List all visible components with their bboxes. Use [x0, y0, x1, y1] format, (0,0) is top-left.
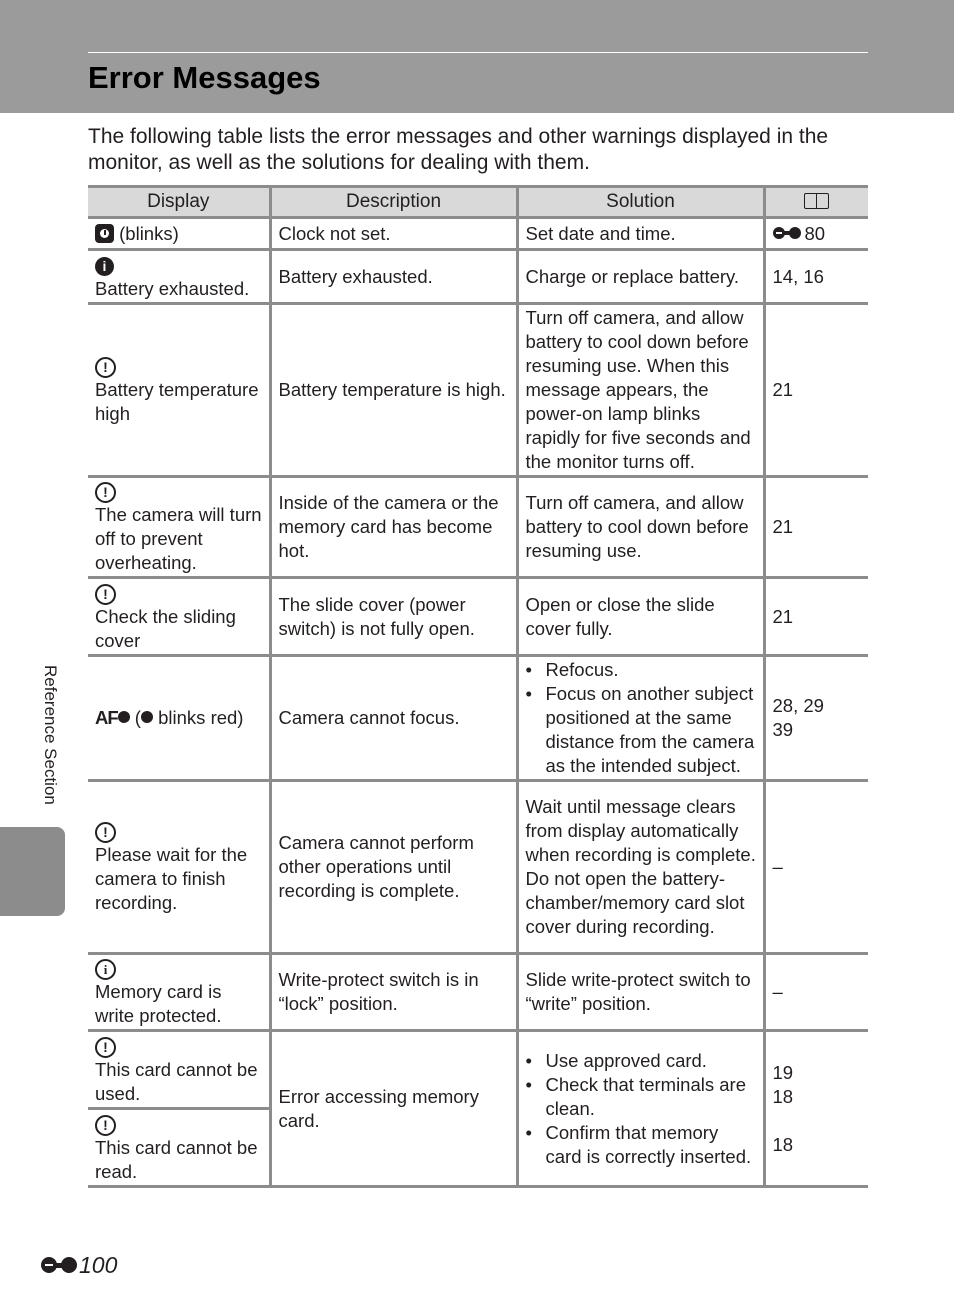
- reference-cell: 21: [764, 477, 868, 578]
- reference-section-icon: [773, 227, 801, 240]
- display-cell: [88, 578, 270, 656]
- section-tab: [0, 827, 65, 916]
- table-row: [88, 1031, 868, 1109]
- description-cell: Battery temperature is high.: [270, 304, 517, 477]
- solution-list: [526, 1049, 757, 1169]
- warning-icon: !: [95, 482, 116, 503]
- description-cell: Write-protect switch is in “lock” position.: [270, 954, 517, 1031]
- intro-paragraph: The following table lists the error messages and other warnings displayed in the monitor, as well as the solutions for dealing with them.: [88, 125, 829, 174]
- reference-cell: [764, 218, 868, 250]
- page-number-text: 100: [79, 1252, 118, 1278]
- error-messages-table: [88, 185, 868, 1188]
- solution-cell: Slide write-protect switch to “write” position.: [517, 954, 764, 1031]
- display-text: This card cannot be read.: [95, 1136, 258, 1182]
- warning-icon: !: [95, 1037, 116, 1058]
- description-cell: Camera cannot focus.: [270, 656, 517, 781]
- display-text: Check the sliding cover: [95, 605, 236, 651]
- display-text: Battery exhausted.: [95, 277, 250, 299]
- warning-icon: !: [95, 357, 116, 378]
- display-cell: [88, 954, 270, 1031]
- reference-cell: [764, 1031, 868, 1187]
- solution-cell: Turn off camera, and allow battery to cool down before resuming use. When this message appears, the power-on lamp blinks rapidly for five seconds and the monitor turns off.: [517, 304, 764, 477]
- display-text: blinks red): [158, 707, 244, 728]
- list-item: • Confirm that memory card is correctly inserted.: [546, 1121, 757, 1169]
- reference-text: 80: [804, 222, 826, 244]
- description-cell: Error accessing memory card.: [270, 1031, 517, 1187]
- display-text: (blinks): [119, 222, 179, 244]
- display-text: The camera will turn off to prevent overheating.: [95, 504, 262, 573]
- reference-line: [773, 1109, 863, 1133]
- table-header-row: [88, 187, 868, 218]
- reference-cell: 21: [764, 304, 868, 477]
- af-indicator-icon: AF: [95, 707, 118, 728]
- description-cell: The slide cover (power switch) is not fully open.: [270, 578, 517, 656]
- section-side-label: Reference Section: [41, 665, 60, 805]
- display-cell: [88, 218, 270, 250]
- reference-cell: –: [764, 781, 868, 954]
- list-item: • Focus on another subject positioned at the same distance from the camera as the intended subject.: [546, 682, 757, 778]
- header-solution: Solution: [517, 187, 764, 218]
- display-cell: [88, 477, 270, 578]
- table-row: [88, 250, 868, 304]
- header-band: [0, 0, 954, 113]
- solution-cell: [517, 1031, 764, 1187]
- info-icon: i: [95, 959, 116, 980]
- list-item: • Use approved card.: [546, 1049, 757, 1073]
- description-cell: Inside of the camera or the memory card has become hot.: [270, 477, 517, 578]
- display-cell: [88, 1109, 270, 1187]
- solution-cell: Wait until message clears from display automatically when recording is complete. Do not open the battery-chamber/memory card slot cover during recording.: [517, 781, 764, 954]
- reference-line: 18: [772, 1133, 794, 1155]
- display-cell: AF ( blinks red): [88, 656, 270, 781]
- reference-cell: 14, 16: [764, 250, 868, 304]
- clock-icon: [95, 224, 114, 243]
- solution-list: [526, 658, 757, 778]
- list-item: • Refocus.: [546, 658, 757, 682]
- solution-cell: Set date and time.: [517, 218, 764, 250]
- display-cell: [88, 304, 270, 477]
- display-cell: [88, 781, 270, 954]
- reference-cell: 21: [764, 578, 868, 656]
- solution-cell: Charge or replace battery.: [517, 250, 764, 304]
- display-cell: [88, 250, 270, 304]
- warning-icon: !: [95, 1115, 116, 1136]
- list-item: • Check that terminals are clean.: [546, 1073, 757, 1121]
- warning-icon: !: [95, 822, 116, 843]
- page-title: Error Messages: [88, 60, 321, 95]
- focus-dot-icon: [141, 711, 153, 723]
- battery-exhausted-icon: i: [95, 257, 114, 276]
- table-row: [88, 578, 868, 656]
- display-cell: [88, 1031, 270, 1109]
- header-description: Description: [270, 187, 517, 218]
- book-icon: [804, 193, 830, 209]
- header-reference: [764, 187, 868, 218]
- solution-cell: [517, 656, 764, 781]
- description-cell: Battery exhausted.: [270, 250, 517, 304]
- solution-cell: Turn off camera, and allow battery to cool down before resuming use.: [517, 477, 764, 578]
- table-row: [88, 781, 868, 954]
- display-text: Battery temperature high: [95, 379, 259, 424]
- warning-icon: !: [95, 584, 116, 605]
- reference-cell: –: [764, 954, 868, 1031]
- display-text: This card cannot be used.: [95, 1058, 258, 1104]
- reference-line: 28, 29: [772, 695, 824, 716]
- reference-cell: [764, 656, 868, 781]
- table-row: [88, 656, 868, 781]
- display-text: Please wait for the camera to finish recording.: [95, 844, 248, 913]
- description-cell: Camera cannot perform other operations until recording is complete.: [270, 781, 517, 954]
- reference-line: 19: [772, 1061, 794, 1083]
- table-row: [88, 304, 868, 477]
- reference-section-icon: [41, 1257, 77, 1274]
- display-text: Memory card is write protected.: [95, 981, 222, 1026]
- table-row: [88, 954, 868, 1031]
- page-number: [41, 1252, 117, 1279]
- description-cell: Clock not set.: [270, 218, 517, 250]
- focus-dot-icon: [118, 711, 130, 723]
- reference-line: 18: [772, 1085, 794, 1107]
- solution-cell: Open or close the slide cover fully.: [517, 578, 764, 656]
- table-row: [88, 218, 868, 250]
- header-rule: [88, 52, 868, 53]
- table-row: [88, 477, 868, 578]
- reference-line: 39: [772, 719, 794, 740]
- header-display: Display: [88, 187, 270, 218]
